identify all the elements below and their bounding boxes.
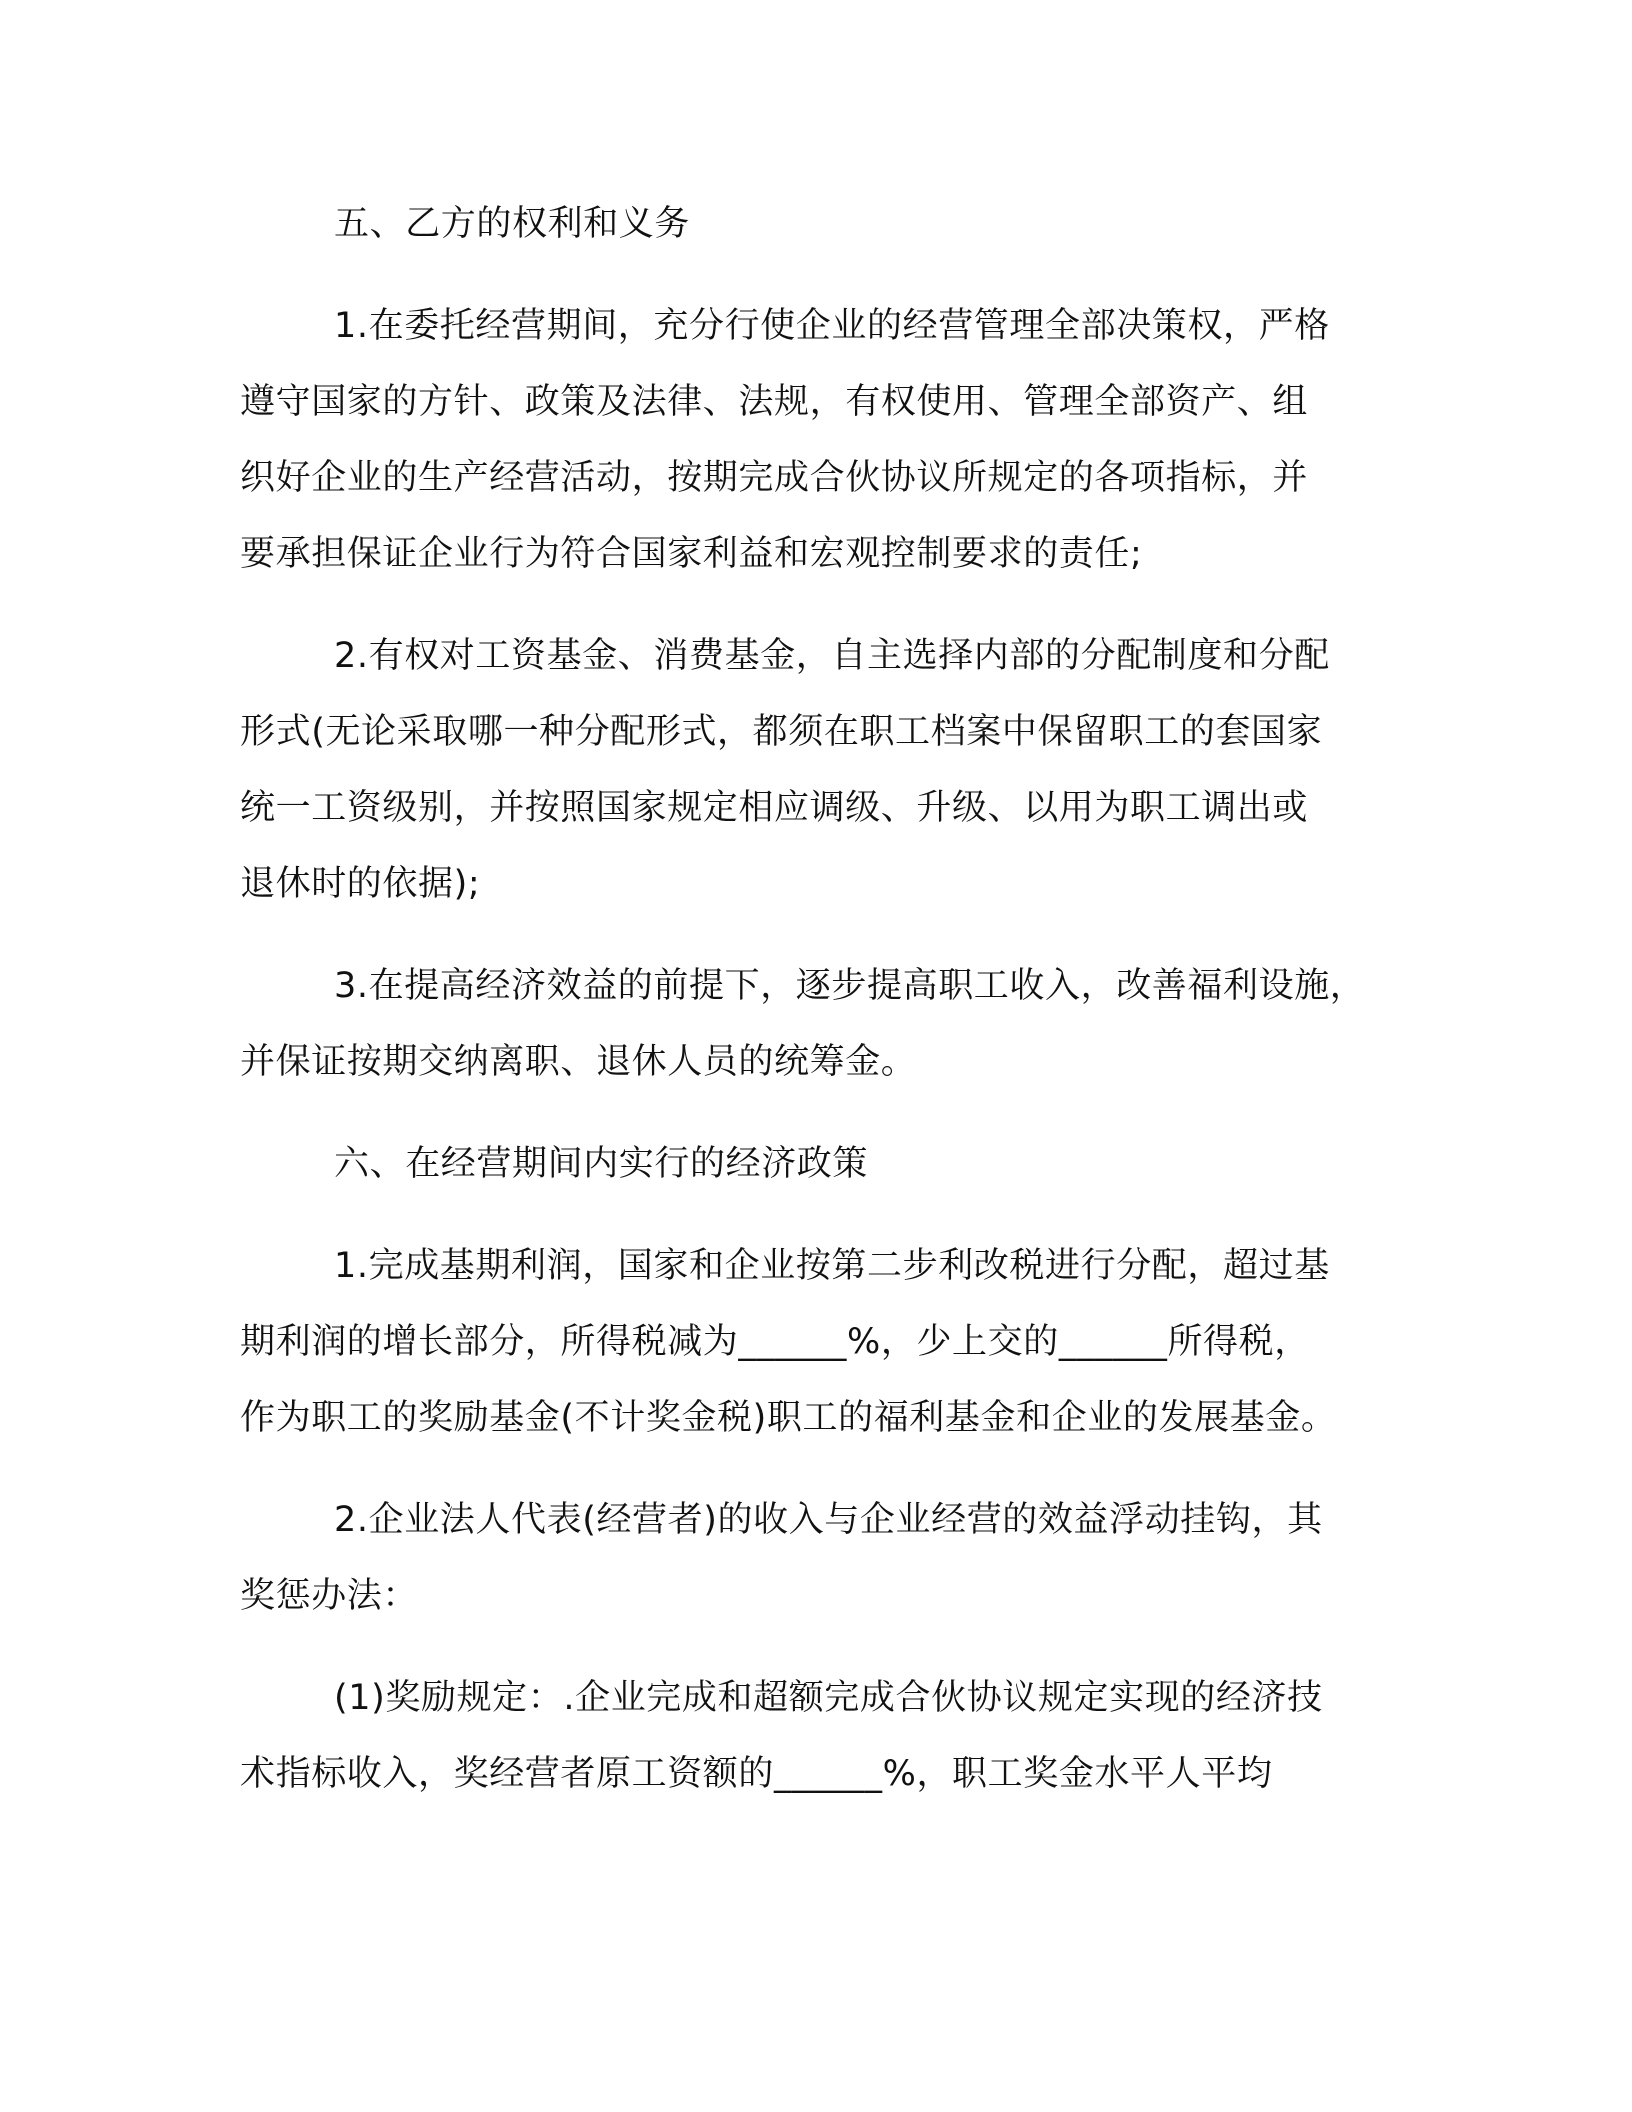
text-line: 3.在提高经济效益的前提下，逐步提高职工收入，改善福利设施， — [334, 966, 1366, 1006]
text-line: 织好企业的生产经营活动，按期完成合伙协议所规定的各项指标，并 — [240, 458, 1309, 498]
text-line: 奖惩办法： — [240, 1576, 419, 1616]
text-line: 要承担保证企业行为符合国家利益和宏观控制要求的责任; — [240, 534, 1143, 574]
section-6-item-2 — [240, 1482, 1400, 1634]
text-line: (1)奖励规定：.企业完成和超额完成合伙协议规定实现的经济技 — [334, 1678, 1323, 1718]
text-line: 并保证按期交纳离职、退休人员的统筹金。 — [240, 1042, 917, 1082]
text-line: 2.有权对工资基金、消费基金，自主选择内部的分配制度和分配 — [334, 636, 1330, 676]
text-line: 形式(无论采取哪一种分配形式，都须在职工档案中保留职工的套国家 — [240, 712, 1323, 752]
text-line: 遵守国家的方针、政策及法律、法规，有权使用、管理全部资产、组 — [240, 382, 1309, 422]
text-line: 作为职工的奖励基金(不计奖金税)职工的福利基金和企业的发展基金。 — [240, 1398, 1337, 1438]
text-line: 六、在经营期间内实行的经济政策 — [334, 1144, 869, 1184]
section-5-heading — [240, 186, 1400, 262]
document-body — [240, 186, 1400, 1838]
section-6-item-2-1 — [240, 1660, 1400, 1812]
text-line: 期利润的增长部分，所得税减为______%，少上交的______所得税， — [240, 1322, 1310, 1362]
text-line: 退休时的依据); — [240, 864, 481, 904]
section-5-item-1 — [240, 288, 1400, 592]
text-line: 2.企业法人代表(经营者)的收入与企业经营的效益浮动挂钩，其 — [334, 1500, 1323, 1540]
section-5-item-2 — [240, 618, 1400, 922]
section-6-item-1 — [240, 1228, 1400, 1456]
section-6-heading — [240, 1126, 1400, 1202]
text-line: 1.在委托经营期间，充分行使企业的经营管理全部决策权，严格 — [334, 306, 1330, 346]
text-line: 1.完成基期利润，国家和企业按第二步利改税进行分配，超过基 — [334, 1246, 1330, 1286]
section-5-item-3 — [240, 948, 1400, 1100]
text-line: 五、乙方的权利和义务 — [334, 204, 691, 244]
text-line: 统一工资级别，并按照国家规定相应调级、升级、以用为职工调出或 — [240, 788, 1309, 828]
text-line: 术指标收入，奖经营者原工资额的______%，职工奖金水平人平均 — [240, 1754, 1273, 1794]
